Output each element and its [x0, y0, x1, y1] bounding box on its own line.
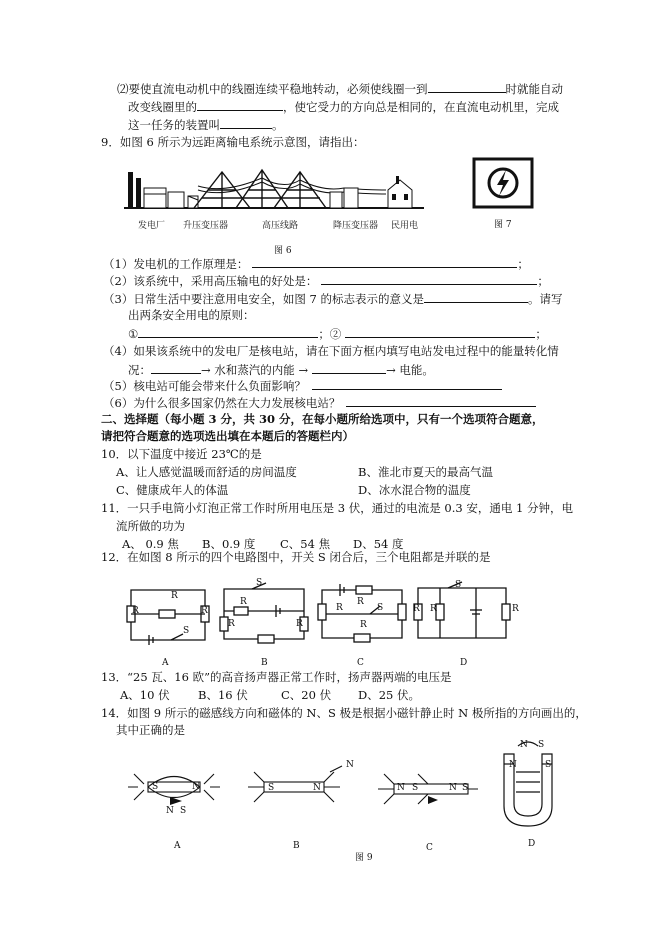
q10-option-a[interactable]: A、让人感觉温暖而舒适的房间温度 [116, 465, 297, 479]
semicolon: ； [537, 274, 549, 288]
magnet-a-label: A [174, 841, 181, 851]
magnet-a[interactable] [128, 760, 220, 810]
q13-option-b[interactable]: B、16 伏 [198, 688, 248, 702]
rule-1-marker: ① [128, 327, 139, 341]
answer-blank[interactable] [346, 395, 536, 407]
figure-6-power-system [124, 160, 424, 215]
figure-7-high-voltage-sign [473, 158, 533, 208]
pole-label-n: N [449, 783, 457, 793]
q9-s6 [103, 395, 536, 410]
fig6-label-line: 高压线路 [262, 221, 299, 231]
q9-s3-continued: 出两条安全用电的原则： [128, 308, 255, 322]
resistor-label: R [336, 603, 343, 613]
resistor-label: R [201, 606, 208, 616]
resistor-label: R [171, 591, 178, 601]
needle-label-n: N [346, 760, 354, 770]
q10-option-c[interactable]: C、健康成年人的体温 [116, 483, 229, 497]
q9-s3-text: （3）日常生活中要注意用电安全，如图 7 的标志表示的意义是 [103, 292, 424, 306]
q11-option-d[interactable]: D、54 度 [353, 537, 404, 551]
answer-blank[interactable] [312, 362, 386, 374]
q9-s3 [103, 291, 562, 306]
q10-option-d[interactable]: D、冰水混合物的温度 [358, 483, 471, 497]
switch-label: S [377, 603, 384, 613]
q13-stem: 13．“25 瓦、16 欧”的高音扬声器正常工作时，扬声器两端的电压是 [101, 670, 452, 684]
semicolon: ； [535, 327, 547, 341]
resistor-label: R [430, 604, 437, 614]
section-2-instructions: 请把符合题意的选项选出填在本题后的答题栏内） [101, 429, 354, 443]
q9-s5 [103, 378, 502, 393]
q8-part2-line1 [117, 81, 563, 96]
resistor-label: R [240, 597, 247, 607]
q14-stem-continued: 其中正确的是 [116, 723, 185, 737]
pole-label-s: S [462, 783, 469, 793]
q9-s2-text: （2）该系统中，采用高压输电的好处是： [103, 274, 318, 288]
needle-label-n: N [166, 806, 174, 816]
answer-blank[interactable] [252, 256, 517, 268]
circuit-b[interactable] [220, 583, 308, 645]
fig9-caption: 图 9 [355, 853, 373, 863]
circuit-a[interactable] [125, 586, 211, 648]
answer-blank[interactable] [428, 81, 506, 93]
q9-s3-text-end: 。请写 [527, 292, 563, 306]
q8-text: 改变线圈里的 [128, 100, 197, 114]
needle-label-s: S [180, 806, 187, 816]
q8-text: 这一任务的装置叫 [128, 118, 220, 132]
circuit-a-label: A [162, 658, 169, 668]
q8-part2-line2 [128, 99, 559, 114]
q9-s1 [103, 256, 529, 271]
q11-stem: 11．一只手电筒小灯泡正常工作时所用电压是 3 伏，通过的电流是 0.3 安，通电 1 分钟，电 [101, 501, 573, 515]
pole-label-s: S [412, 783, 419, 793]
resistor-label: R [132, 606, 139, 616]
answer-blank[interactable] [312, 378, 502, 390]
q9-s4-text-mid: → 水和蒸汽的内能 → [201, 363, 309, 377]
q14-stem: 14．如图 9 所示的磁感线方向和磁体的 N、S 极是根据小磁针静止时 N 极所指的方向画出的， [101, 706, 587, 720]
resistor-label: R [413, 604, 420, 614]
q9-stem: 9．如图 6 所示为远距离输电系统示意图，请指出： [101, 135, 365, 149]
fig6-caption: 图 6 [274, 246, 292, 256]
q9-s6-text: （6）为什么很多国家仍然在大力发展核电站？ [103, 396, 341, 410]
pole-label-n: N [397, 783, 405, 793]
fig6-label-plant: 发电厂 [138, 221, 166, 231]
q10-option-b[interactable]: B、淮北市夏天的最高气温 [358, 465, 493, 479]
q9-s3-rules [128, 326, 547, 341]
needle-label-n: N [520, 740, 528, 750]
q9-s1-text: （1）发电机的工作原理是： [103, 257, 249, 271]
q8-text: ⑵要使直流电动机中的线圈连续平稳地转动，必须使线圈一到 [117, 82, 428, 96]
q9-s2 [103, 273, 549, 288]
q13-option-c[interactable]: C、20 伏 [281, 688, 332, 702]
resistor-label: R [360, 620, 367, 630]
q9-s4-text-end: → 电能。 [386, 363, 434, 377]
magnet-c-label: C [426, 843, 433, 853]
fig7-caption: 图 7 [494, 220, 512, 230]
magnet-d[interactable] [498, 742, 558, 830]
q11-stem-continued: 流所做的功为 [116, 519, 185, 533]
q9-s4: （4）如果该系统中的发电厂是核电站，请在下面方框内填写电站发电过程中的能量转化情 [103, 344, 559, 358]
answer-blank[interactable] [424, 291, 528, 303]
circuit-c[interactable] [318, 586, 406, 644]
switch-label: S [455, 580, 462, 590]
fig6-label-step-down: 降压变压器 [333, 221, 379, 231]
q11-option-c[interactable]: C、54 焦 [280, 537, 331, 551]
magnet-b-label: B [293, 841, 300, 851]
resistor-label: R [357, 597, 364, 607]
q11-option-a[interactable]: A、 0.9 焦 [122, 537, 179, 551]
resistor-label: R [512, 604, 519, 614]
q10-stem: 10．以下温度中接近 23℃的是 [101, 447, 262, 461]
circuit-d[interactable] [414, 584, 510, 646]
pole-label-s: S [268, 783, 275, 793]
switch-label: S [256, 578, 263, 588]
q11-option-b[interactable]: B、0.9 度 [202, 537, 256, 551]
answer-blank[interactable] [345, 326, 535, 338]
fig6-label-residential: 民用电 [391, 221, 419, 231]
answer-blank[interactable] [220, 117, 272, 129]
pole-label-n: N [509, 760, 517, 770]
pole-label-n: N [192, 782, 200, 792]
q9-s5-text: （5）核电站可能会带来什么负面影响？ [103, 379, 306, 393]
magnet-d-label: D [528, 839, 536, 849]
section-2-heading: 二、选择题（每小题 3 分，共 30 分，在每小题所给选项中，只有一个选项符合题意， [101, 412, 544, 426]
answer-blank[interactable] [151, 362, 201, 374]
pole-label-n: N [313, 783, 321, 793]
circuit-b-label: B [261, 658, 268, 668]
q13-option-a[interactable]: A、10 伏 [120, 688, 170, 702]
answer-blank[interactable] [197, 99, 283, 111]
q8-text: ，使它受力的方向总是相同的，在直流电动机里，完成 [283, 100, 559, 114]
pole-label-s: S [152, 782, 159, 792]
resistor-label: R [296, 619, 303, 629]
semicolon: ； [517, 257, 529, 271]
needle-label-s: S [538, 740, 545, 750]
q8-text: 时就能自动 [505, 82, 563, 96]
fig6-label-step-up: 升压变压器 [183, 221, 229, 231]
switch-label: S [183, 626, 190, 636]
q12-stem: 12．在如图 8 所示的四个电路图中，开关 S 闭合后，三个电阻都是并联的是 [101, 550, 491, 564]
q9-s4-chain [128, 362, 434, 377]
q9-s4-text: 况： [128, 363, 151, 377]
pole-label-s: S [545, 760, 552, 770]
answer-blank[interactable] [321, 273, 537, 285]
q13-option-d[interactable]: D、25 伏。 [358, 688, 421, 702]
resistor-label: R [228, 619, 235, 629]
rule-2-marker: ；② [318, 327, 342, 341]
q8-part2-line3: 这一任务的装置叫 。 [128, 118, 284, 132]
answer-blank[interactable] [138, 326, 318, 338]
circuit-c-label: C [357, 658, 364, 668]
magnet-b[interactable] [248, 764, 344, 808]
circuit-d-label: D [460, 658, 468, 668]
